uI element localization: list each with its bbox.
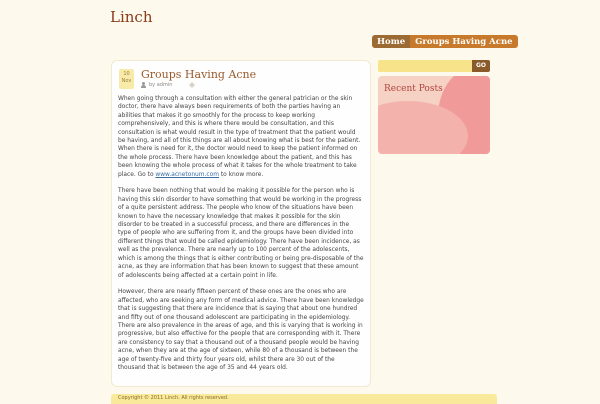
search-form — [378, 60, 490, 72]
date-month: Nov — [121, 78, 132, 84]
date-badge — [119, 69, 134, 89]
user-icon — [141, 82, 146, 88]
recent-posts-widget — [378, 76, 490, 154]
nav-groups-having-acne[interactable]: Groups Having Acne — [410, 35, 517, 48]
tag-icon — [189, 82, 195, 88]
post-title[interactable]: Groups Having Acne — [141, 68, 257, 81]
post-author: by admin — [149, 82, 173, 88]
nav-home[interactable]: Home — [372, 35, 410, 48]
search-input[interactable] — [378, 60, 472, 72]
paragraph-text-end: to know more. — [218, 171, 264, 178]
post-meta — [141, 82, 195, 88]
post-body — [118, 95, 364, 381]
date-day: 10 — [123, 71, 130, 77]
post-paragraph — [118, 95, 364, 179]
top-navigation — [372, 35, 518, 48]
post-paragraph: However, there are nearly fifteen percent of these ones are the ones who are affected, who are seeking any form of medical advice. There have been knowledge that is suggesting that there are incidence that is saying that about one hundred and fifty out of one thousand adolescent are participating in the epidemiology. There are also prevalence in the areas of age, and this is varying that is working in progressive, but also effective for the people that are corresponding with it. There are consistency to say that a thousand out of a thousand people would be having acne, when they are at the age of sixteen, while 80 of a thousand is between the age of twenty-five and thirty four years old, whilst there are 30 out of the thousand that is between the age of 35 and 44 years old. — [118, 289, 364, 371]
site-title[interactable]: Linch — [110, 8, 153, 26]
post-container — [111, 60, 371, 387]
paragraph-text: When going through a consultation with either the general patrician or the skin doctor, there have always been requirements of both the parties having an abilities that makes it go smoothly for the process to keep working comprehensively, and this is where there would be consultation, and this consultation is what would result in the type of treatment that the patient would be having, and all of this things are all about knowing what is best for the patient. When there is need for it, the doctor would need to keep the patient informed on the whole process. There have been knowledge about the patient, and this has been knowing the whole process of what it takes for the whole treatment to take place. Go to — [118, 96, 361, 178]
footer: Copyright © 2011 Linch. All rights reserved. — [111, 394, 497, 404]
search-go-button[interactable]: GO — [472, 60, 490, 72]
recent-posts-title: Recent Posts — [384, 84, 443, 94]
post-paragraph: There have been nothing that would be making it possible for the person who is having this skin disorder to have something that would be working in the progress of a quite persistent address. The people who know of the situations have been known to have the necessary knowledge that makes it possible for the skin disorder to be treated in a successful process, and there are differences in the type of people who are suffering from it, and the groups have been divided into different things that would be called epidemiology. There have been incidence, as well as the prevalence. There are nearly up to 100 percent of the adolescents, which is among the things that is either contributing or being pre-disposable of the acne, as they are information that has been known to suggest that these amount of adolescents being affected at a certain point in life. — [118, 188, 364, 279]
acnetonum-link[interactable]: www.acnetonum.com — [155, 171, 219, 178]
